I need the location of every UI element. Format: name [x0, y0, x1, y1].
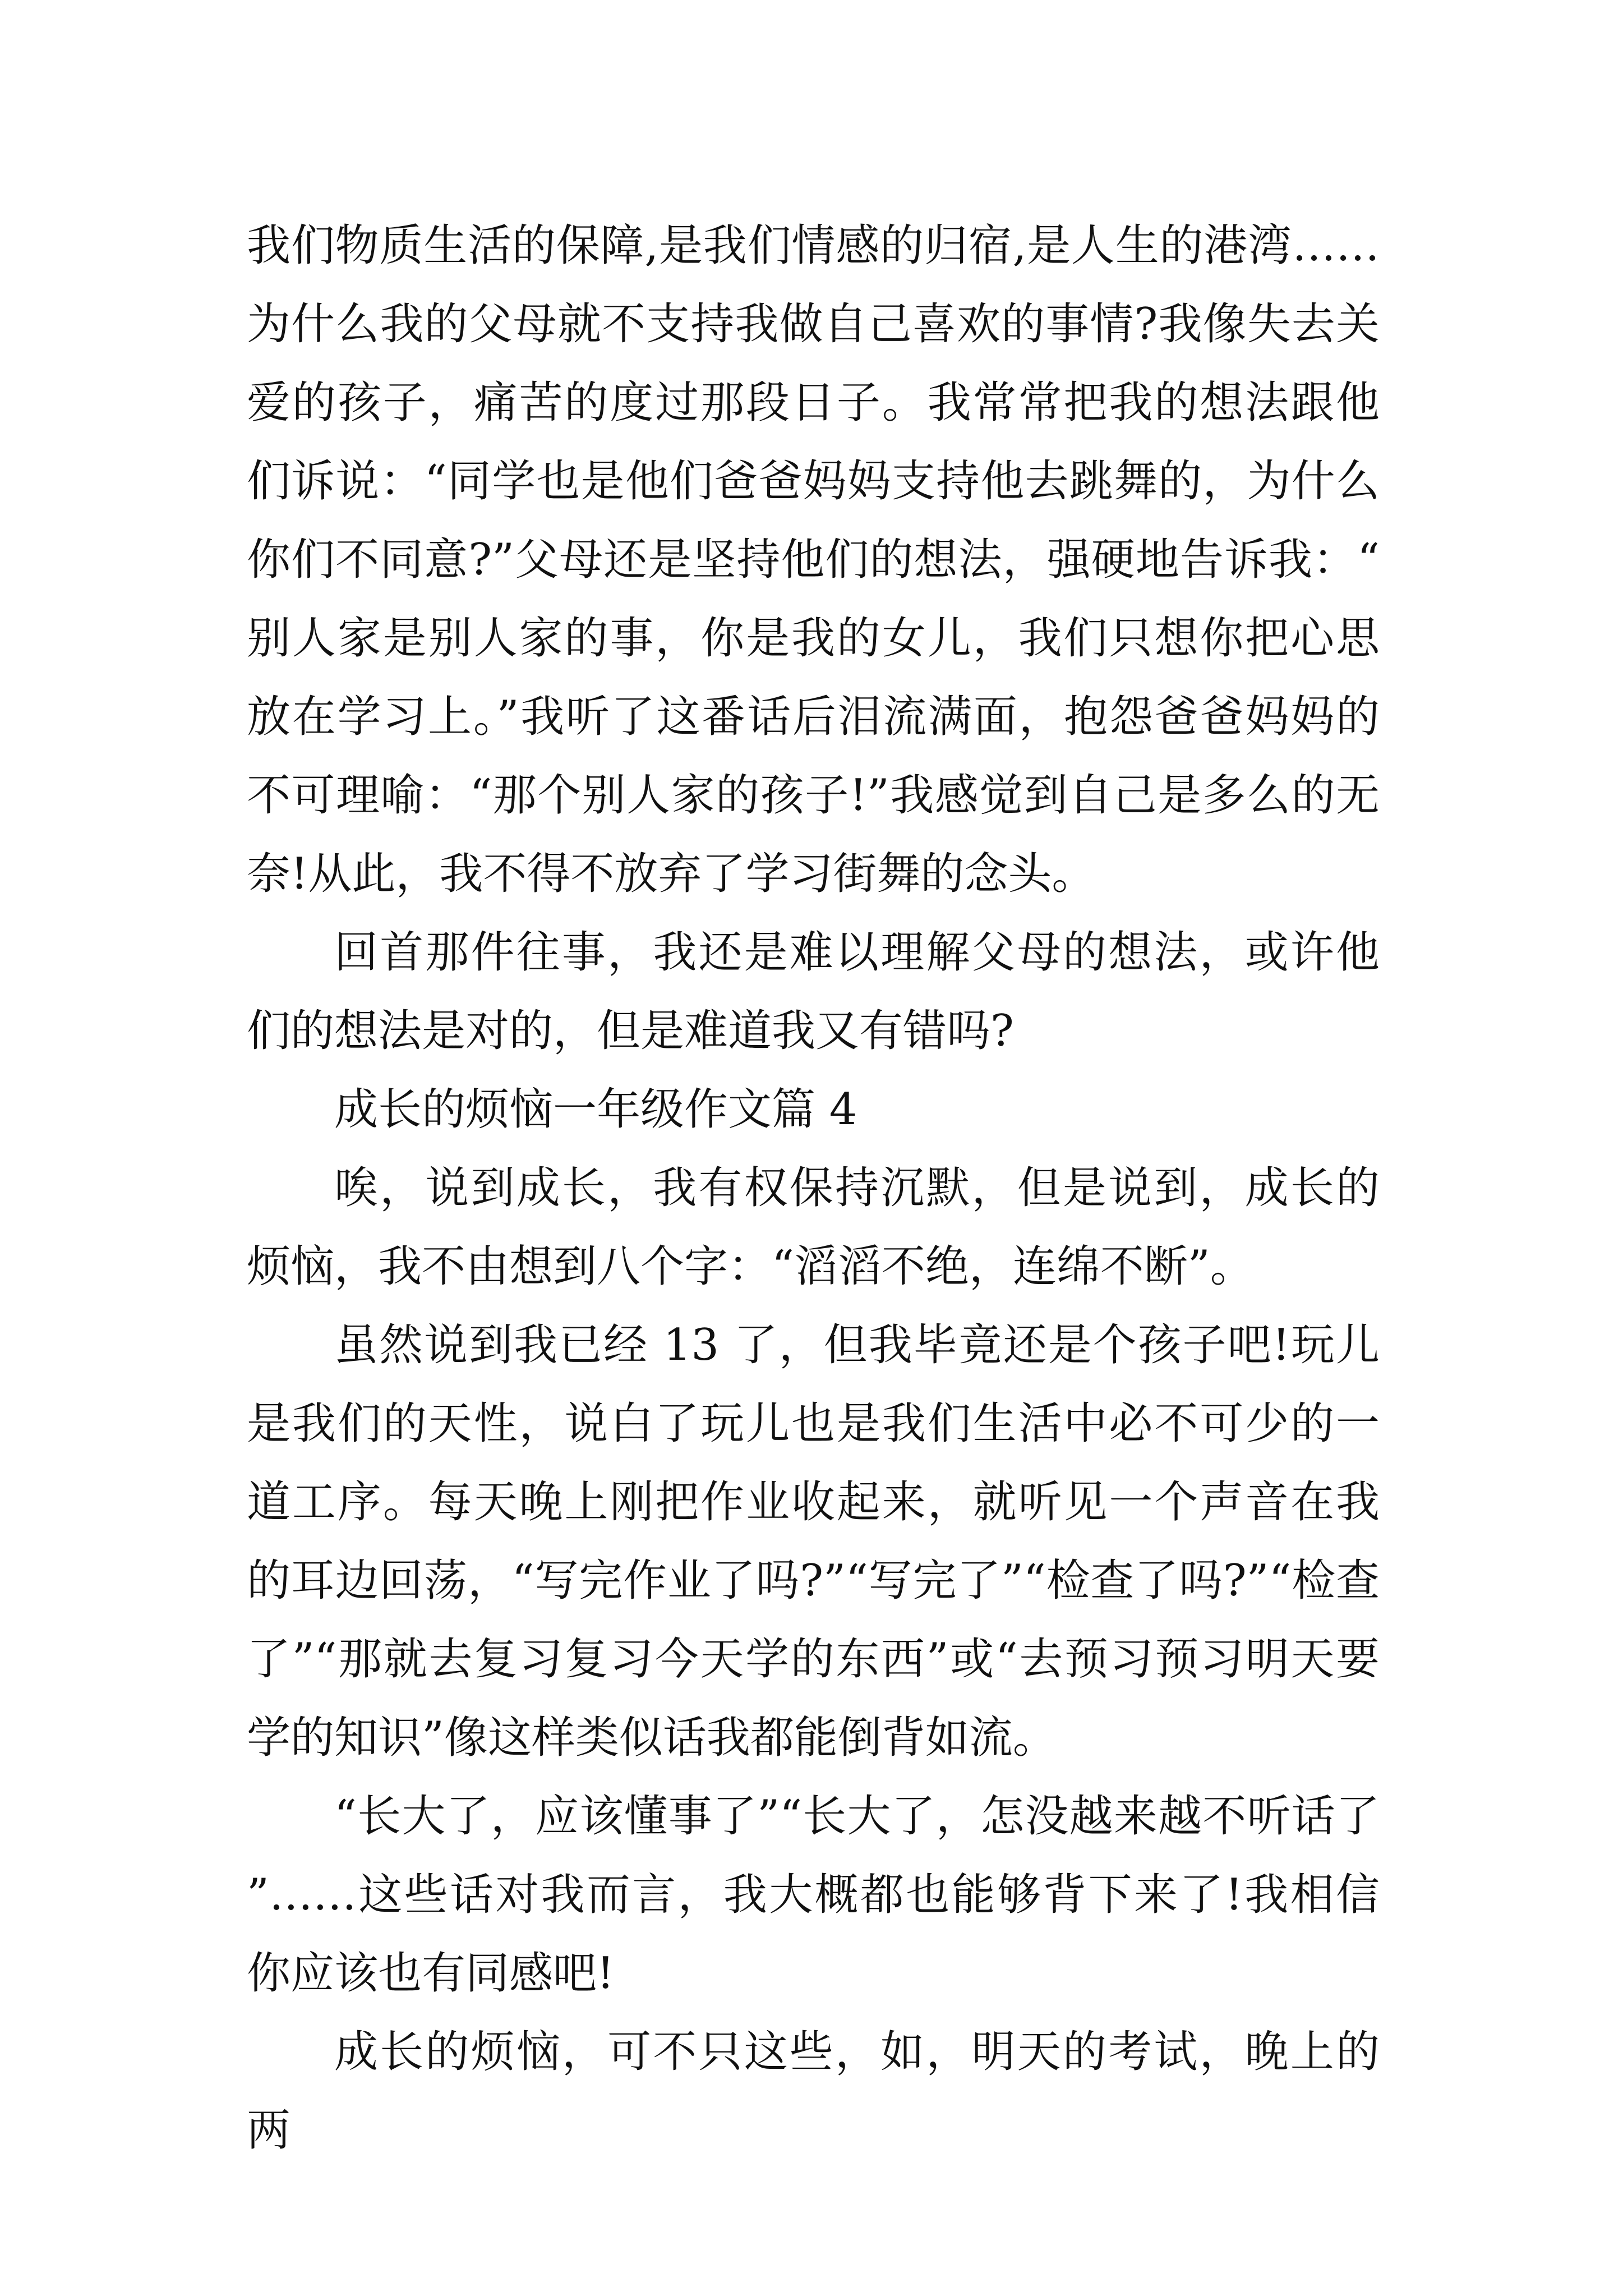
paragraph: 唉，说到成长，我有权保持沉默，但是说到，成长的烦恼，我不由想到八个字：“滔滔不绝，连绵不断”。 — [247, 1163, 1380, 1292]
section-title: 成长的烦恼一年级作文篇 4 — [334, 1084, 857, 1135]
paragraph: 回首那件往事，我还是难以理解父母的想法，或许他们的想法是对的，但是难道我又有错吗? — [247, 927, 1380, 1056]
essay-body — [247, 206, 1380, 2170]
paragraph: 我们物质生活的保障,是我们情感的归宿,是人生的港湾……为什么我的父母就不支持我做自己喜欢的事情?我像失去关爱的孩子，痛苦的度过那段日子。我常常把我的想法跟他们诉说：“同学也是他们爸爸妈妈支持他去跳舞的，为什么你们不同意?”父母还是坚持他们的想法，强硬地告诉我：“别人家是别人家的事，你是我的女儿，我们只想你把心思放在学习上。”我听了这番话后泪流满面，抱怨爸爸妈妈的不可理喻：“那个别人家的孩子!”我感觉到自己是多么的无奈!从此，我不得不放弃了学习街舞的念头。 — [247, 220, 1380, 899]
paragraph: 成长的烦恼，可不只这些，如，明天的考试，晚上的两 — [247, 2027, 1380, 2156]
paragraph: “长大了，应该懂事了”“长大了，怎没越来越不听话了”……这些话对我而言，我大概都也能够背下来了!我相信你应该也有同感吧! — [247, 1791, 1380, 1999]
paragraph: 虽然说到我已经 13 了，但我毕竟还是个孩子吧!玩儿是我们的天性，说白了玩儿也是我们生活中必不可少的一道工序。每天晚上刚把作业收起来，就听见一个声音在我的耳边回荡，“写完作业了吗?”“写完了”“检查了吗?”“检查了”“那就去复习复习今天学的东西”或“去预习预习明天要学的知识”像这样类似话我都能倒背如流。 — [247, 1320, 1380, 1763]
